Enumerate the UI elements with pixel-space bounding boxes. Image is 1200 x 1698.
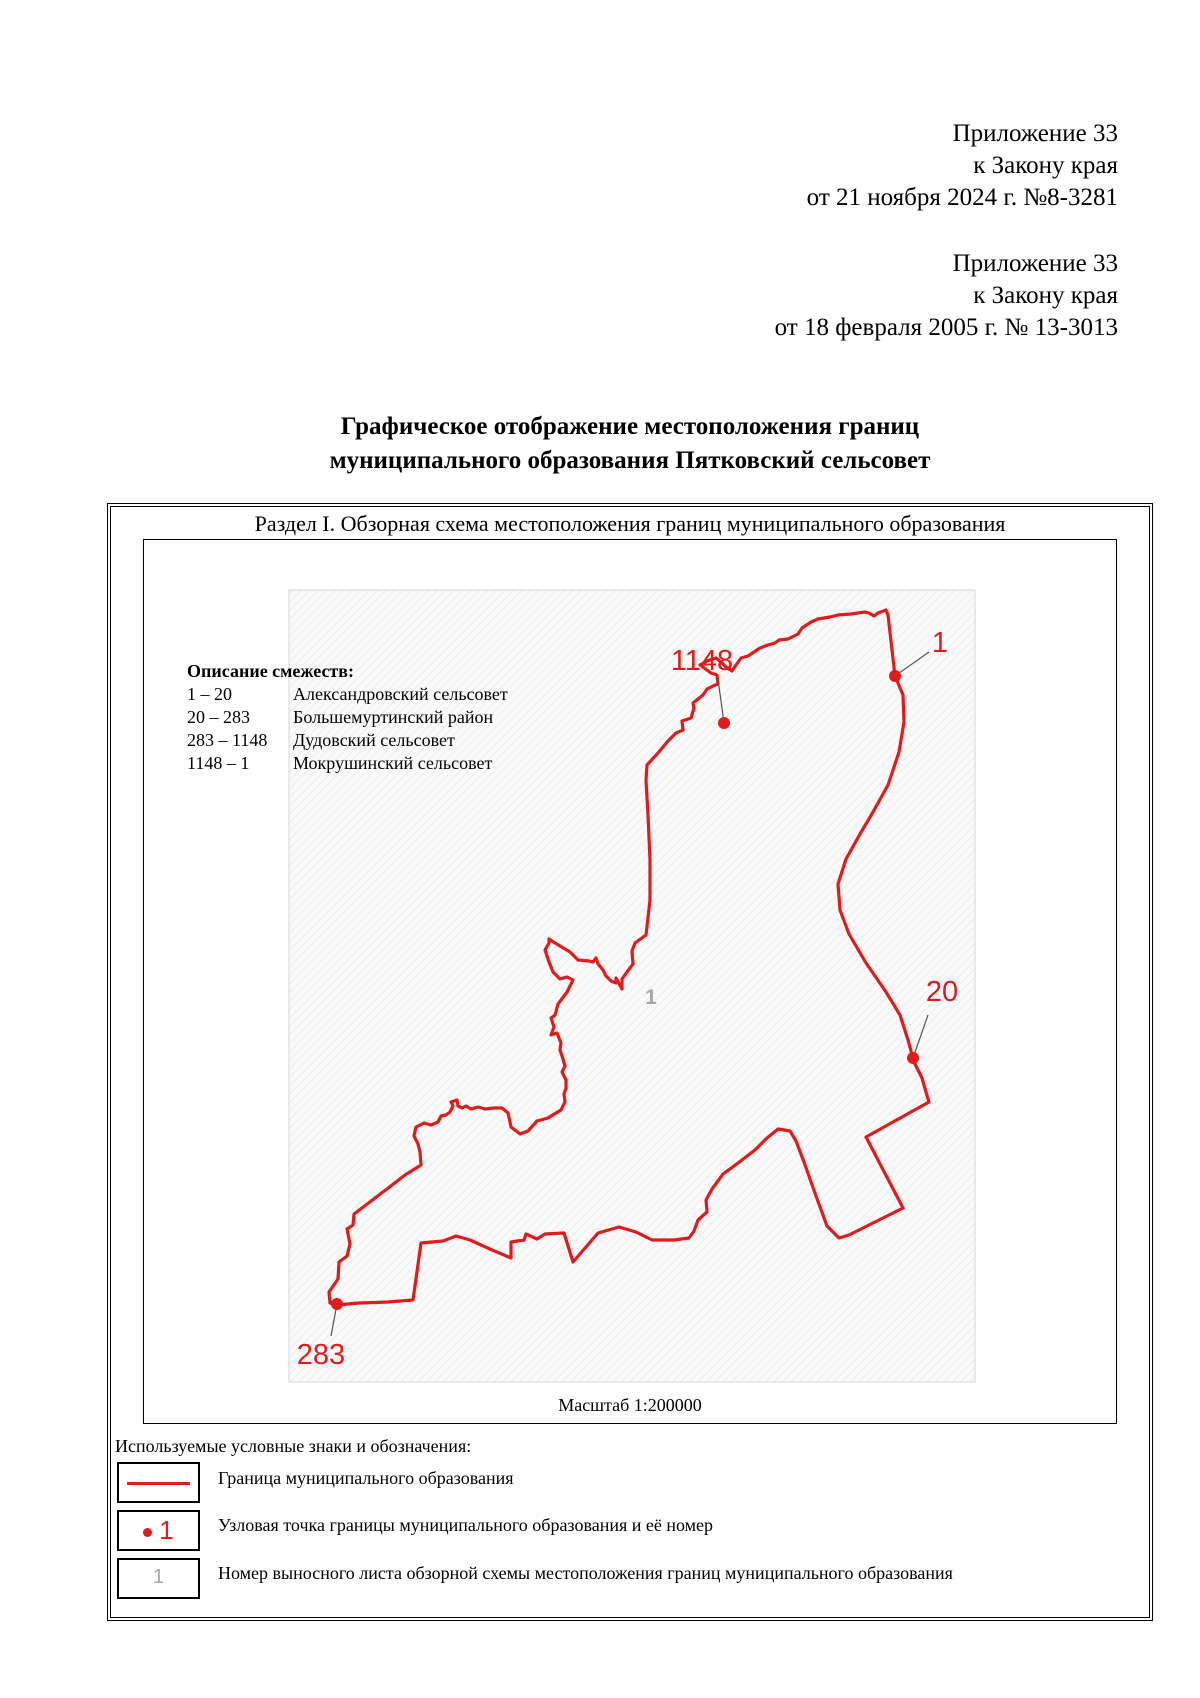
- adjacency-range: 283 – 1148: [187, 730, 268, 750]
- legend-symbol-sheet-number: [117, 1558, 200, 1599]
- adjacency-row: [187, 729, 508, 752]
- node-1-label: 1: [931, 627, 949, 659]
- red-dot-icon: [143, 1528, 152, 1537]
- node-1148-label: 1148: [670, 645, 734, 677]
- adjacency-neighbor: Мокрушинский сельсовет: [293, 753, 493, 773]
- adjacency-row: [187, 752, 508, 775]
- appendix-current-line1: Приложение 33: [952, 120, 1118, 147]
- sheet-number-label: 1: [645, 986, 657, 1009]
- document-title-line1: Графическое отображение местоположения границ: [340, 413, 920, 440]
- adjacency-range: 1 – 20: [187, 684, 232, 704]
- adjacency-neighbor: Александровский сельсовет: [293, 684, 508, 704]
- sheet-number-swatch: 1: [152, 1566, 165, 1588]
- adjacency-heading: Описание смежеств:: [187, 661, 354, 681]
- node-20-label: 20: [925, 976, 959, 1008]
- map-scale: Масштаб 1:200000: [558, 1395, 702, 1415]
- appendix-original-line3: от 18 февраля 2005 г. № 13-3013: [774, 314, 1118, 341]
- adjacency-range: 20 – 283: [187, 707, 250, 727]
- node-20-point: [907, 1052, 919, 1064]
- appendix-original-line2: к Закону края: [973, 282, 1118, 309]
- document-title-line2: муниципального образования Пятковский сельсовет: [329, 447, 931, 474]
- legend-text-sheet-number: Номер выносного листа обзорной схемы местоположения границ муниципального образования: [218, 1563, 953, 1583]
- adjacency-range: 1148 – 1: [187, 753, 250, 773]
- legend-text-boundary: Граница муниципального образования: [218, 1468, 514, 1488]
- adjacency-neighbor: Дудовский сельсовет: [293, 730, 455, 750]
- section-title: Раздел I. Обзорная схема местоположения границ муниципального образования: [254, 511, 1006, 536]
- appendix-original-line1: Приложение 33: [952, 250, 1118, 277]
- node-283-label: 283: [296, 1339, 346, 1371]
- adjacency-description: [187, 660, 508, 775]
- node-point-swatch: [119, 1515, 198, 1546]
- node-1-point: [889, 670, 901, 682]
- legend-symbol-node-point: [117, 1510, 200, 1551]
- boundary-line-swatch: [127, 1482, 190, 1485]
- adjacency-row: [187, 706, 508, 729]
- node-point-swatch-label: 1: [159, 1515, 174, 1545]
- adjacency-row: [187, 683, 508, 706]
- appendix-current-line2: к Закону края: [973, 152, 1118, 179]
- legend-text-node-point: Узловая точка границы муниципального образования и её номер: [218, 1515, 714, 1535]
- legend-symbol-boundary: [117, 1462, 200, 1503]
- legend-heading: Используемые условные знаки и обозначения:: [115, 1436, 472, 1456]
- node-1148-point: [718, 717, 730, 729]
- node-283-point: [331, 1298, 343, 1310]
- adjacency-neighbor: Большемуртинский район: [293, 707, 494, 727]
- appendix-current-line3: от 21 ноября 2024 г. №8-3281: [806, 184, 1118, 211]
